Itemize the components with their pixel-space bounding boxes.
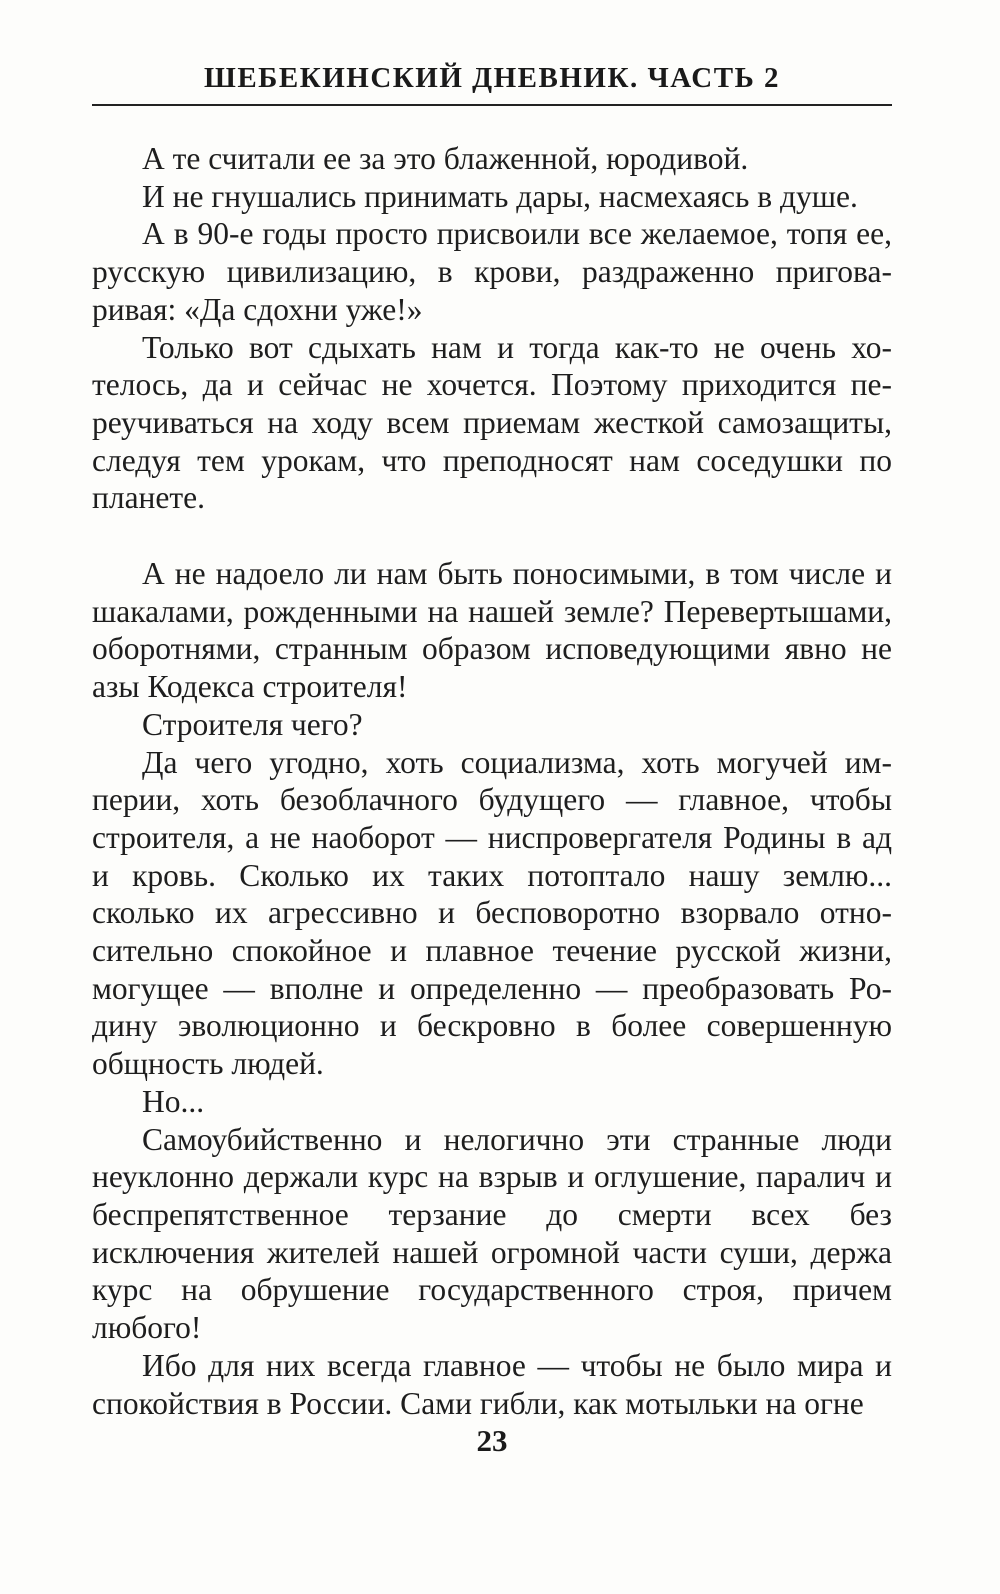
paragraph: А в 90-е годы просто присвоили все желаемое, топя ее, русскую цивилизацию, в крови, раздраженно приговаривая: «Да сдохни уже!» (92, 216, 892, 327)
paragraph: А не надоело ли нам быть поносимыми, в том числе и шакалами, рожденными на нашей земле? Перевертышами, оборотнями, странным образом исповедующими явно не азы Кодекса строителя! (92, 556, 892, 705)
paragraph: Самоубийственно и нелогично эти странные люди неуклонно держали курс на взрыв и оглушение, паралич и беспрепятственное терзание до смерти всех без исключения жителей нашей огромной части суши, держа курс на обрушение государственного строя, причем любого! (92, 1121, 892, 1346)
paragraph: Строителя чего? (142, 706, 363, 742)
paragraph: Только вот сдыхать нам и тогда как-то не очень хотелось, да и сейчас не хочется. Поэтому приходится переучиваться на ходу всем приемам жесткой самозащиты, следуя тем урокам, что преподносят нам соседушки по планете. (92, 329, 892, 516)
running-head: ШЕБЕКИНСКИЙ ДНЕВНИК. ЧАСТЬ 2 (203, 62, 780, 94)
header-rule (92, 104, 892, 106)
paragraph: А те считали ее за это блаженной, юродивой. (142, 141, 749, 176)
page-number: 23 (476, 1423, 508, 1458)
paragraph: И не гнушались принимать дары, насмехаясь в душе. (142, 178, 858, 214)
paragraph: Да чего угодно, хоть социализма, хоть могучей империи, хоть безоблачного будущего — главное, чтобы строителя, а не наоборот — ниспровергателя Родины в ад и кровь. Сколько их таких потоптало нашу землю... сколько их агрессивно и бесповоротно взорвало относительно спокойное и плавное течение русской жизни, могущее — вполне и определенно — преобразовать Родину эволюционно и бескровно в более совершенную общность людей. (92, 744, 892, 1082)
paragraph: Но... (142, 1083, 205, 1119)
paragraph: Ибо для них всегда главное — чтобы не было мира и спокойствия в России. Сами гибли, как мотыльки на огне (92, 1347, 892, 1421)
body-text (92, 140, 892, 1422)
